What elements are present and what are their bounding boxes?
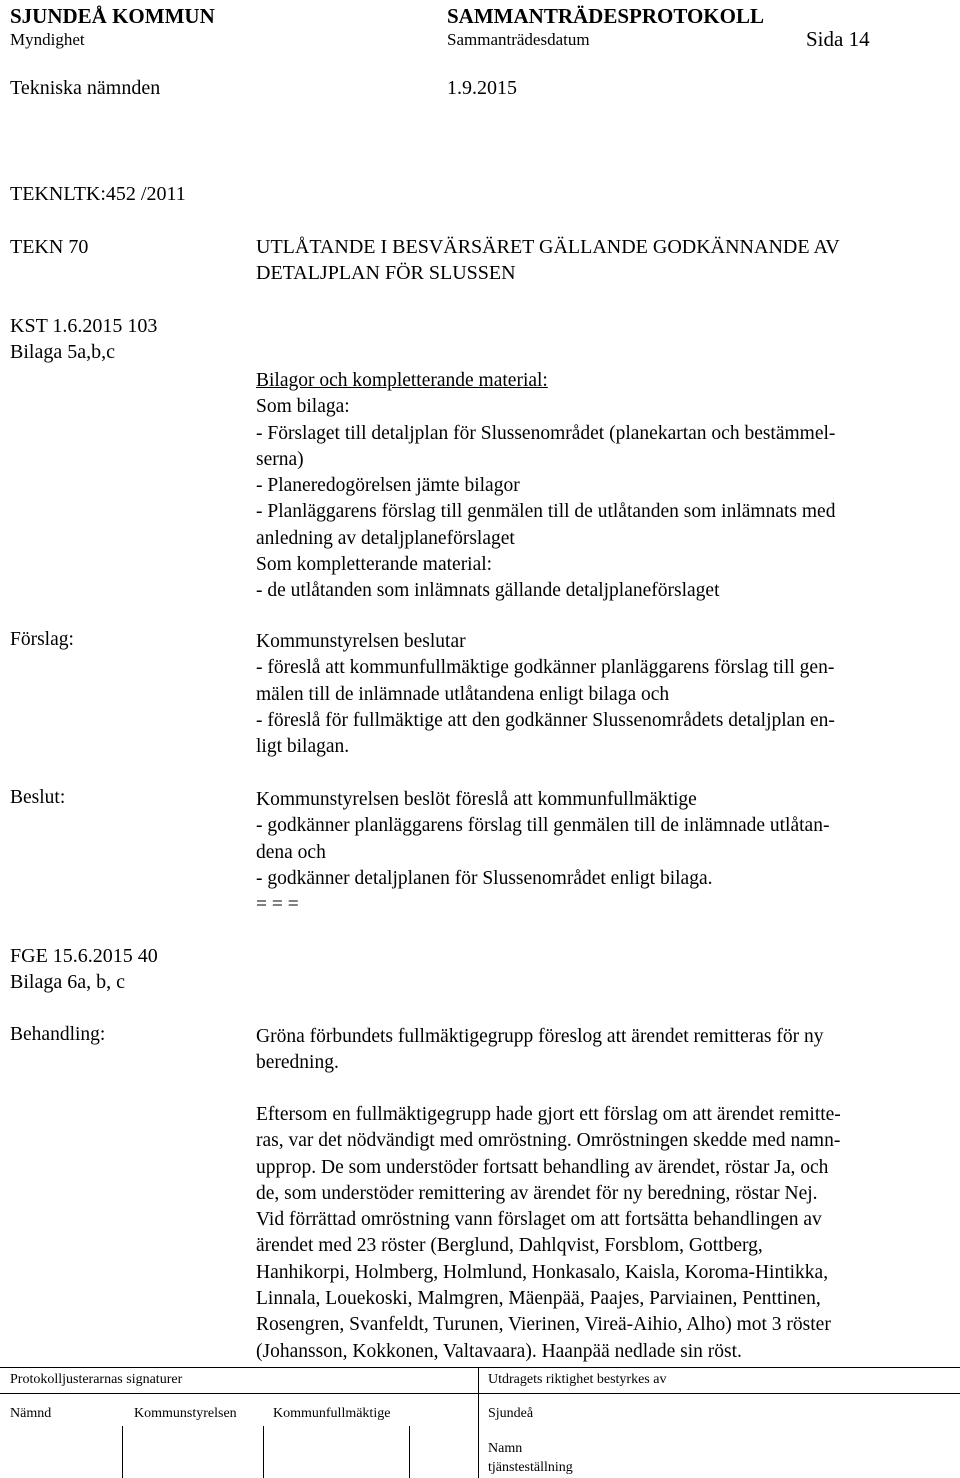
tekn-reference: TEKN 70: [10, 236, 89, 258]
materials-line: - Planläggarens förslag till genmälen till de utlåtanden som inlämnats med: [256, 501, 836, 523]
proposal-line: Kommunstyrelsen beslutar: [256, 631, 466, 652]
proposal-line: mälen till de inlämnade utlåtandena enligt bilaga och: [256, 683, 670, 705]
decision-line: - godkänner detaljplanen för Slussenområdet enligt bilaga.: [256, 867, 713, 889]
footer-col-divider: [263, 1426, 264, 1478]
materials-section: [256, 368, 835, 605]
materials-heading: Bilagor och kompletterande material:: [256, 370, 548, 391]
footer-col-divider: [122, 1426, 123, 1478]
authority-name: Tekniska nämnden: [10, 77, 161, 99]
decision-line: dena och: [256, 841, 326, 863]
materials-line: Som bilaga:: [256, 396, 350, 418]
treatment-line: Hanhikorpi, Holmberg, Holmlund, Honkasalo, Kaisla, Koroma-Hintikka,: [256, 1261, 829, 1283]
signature-col-executive: Kommunstyrelsen: [134, 1406, 237, 1421]
decision-line: = = =: [256, 894, 299, 916]
fge-attachment: Bilaga 6a, b, c: [10, 971, 125, 993]
municipality-name: SJUNDEÅ KOMMUN: [10, 4, 215, 28]
materials-line: - Förslaget till detaljplan för Slussenområdet (planekartan och bestämmel-: [256, 422, 836, 444]
treatment-line: Gröna förbundets fullmäktigegrupp föreslog att ärendet remitteras för ny: [256, 1026, 824, 1047]
materials-line: - Planeredogörelsen jämte bilagor: [256, 475, 520, 497]
page-number: Sida 14: [806, 27, 870, 51]
extract-place: Sjundeå: [488, 1406, 534, 1421]
fge-reference: FGE 15.6.2015 40: [10, 945, 158, 967]
case-title-line-2: DETALJPLAN FÖR SLUSSEN: [256, 262, 516, 284]
materials-line: anledning av detaljplaneförslaget: [256, 527, 515, 549]
materials-line: serna): [256, 448, 304, 470]
proposal-line: - föreslå för fullmäktige att den godkänner Slussenområdets detaljplan en-: [256, 709, 835, 731]
signatures-label: Protokolljusterarnas signaturer: [10, 1372, 183, 1387]
meeting-date: 1.9.2015: [447, 77, 517, 99]
footer-mid-rule: [0, 1393, 960, 1394]
treatment-line: Linnala, Louekoski, Malmgren, Mäenpää, Paajes, Parviainen, Penttinen,: [256, 1288, 821, 1310]
materials-line: - de utlåtanden som inlämnats gällande detaljplaneförslaget: [256, 580, 720, 602]
materials-line: Som kompletterande material:: [256, 554, 493, 576]
decision-label: Beslut:: [10, 787, 66, 808]
treatment-line: Eftersom en fullmäktigegrupp hade gjort ett förslag om att ärendet remitte-: [256, 1104, 841, 1125]
proposal-label: Förslag:: [10, 629, 74, 650]
treatment-line: (Johansson, Kokkonen, Valtavaara). Haanpää nedlade sin röst.: [256, 1340, 742, 1362]
treatment-label: Behandling:: [10, 1024, 106, 1045]
extract-name-label: Namn: [488, 1441, 523, 1456]
treatment-line: Rosengren, Svanfeldt, Turunen, Vierinen, Vireä-Aihio, Alho) mot 3 röster: [256, 1314, 831, 1336]
signature-col-council: Kommunfullmäktige: [273, 1406, 391, 1421]
signature-col-board: Nämnd: [10, 1406, 52, 1421]
authority-label: Myndighet: [10, 30, 85, 49]
decision-line: - godkänner planläggarens förslag till genmälen till de inlämnade utlåtan-: [256, 815, 830, 837]
treatment-line: upprop. De som understöder fortsatt behandling av ärendet, röstar Ja, och: [256, 1156, 829, 1178]
footer-col-divider: [409, 1426, 410, 1478]
proposal-line: ligt bilagan.: [256, 736, 350, 758]
footer-top-rule: [0, 1367, 960, 1368]
extract-label: Utdragets riktighet bestyrkes av: [488, 1372, 667, 1387]
treatment-line: Vid förrättad omröstning vann förslaget om att fortsätta behandlingen av: [256, 1209, 822, 1231]
treatment-paragraph-2: [256, 1102, 841, 1365]
decision-section: [256, 787, 829, 918]
protocol-title: SAMMANTRÄDESPROTOKOLL: [447, 4, 764, 28]
treatment-line: ärendet med 23 röster (Berglund, Dahlqvist, Forsblom, Gottberg,: [256, 1235, 763, 1257]
case-title-line-1: UTLÅTANDE I BESVÄRSÄRET GÄLLANDE GODKÄNNANDE AV: [256, 236, 840, 258]
date-label: Sammanträdesdatum: [447, 30, 590, 49]
decision-line: Kommunstyrelsen beslöt föreslå att kommunfullmäktige: [256, 789, 697, 810]
proposal-section: [256, 629, 835, 760]
treatment-line: beredning.: [256, 1052, 339, 1074]
treatment-line: de, som understöder remittering av ärendet för ny beredning, röstar Nej.: [256, 1182, 818, 1204]
proposal-line: - föreslå att kommunfullmäktige godkänner planläggarens förslag till gen-: [256, 657, 835, 679]
case-reference: TEKNLTK:452 /2011: [10, 183, 186, 205]
treatment-paragraph-1: [256, 1024, 823, 1077]
treatment-line: ras, var det nödvändigt med omröstning. Omröstningen skedde med namn-: [256, 1130, 841, 1152]
kst-reference: KST 1.6.2015 103: [10, 315, 158, 337]
extract-role-label: tjänsteställning: [488, 1460, 573, 1475]
kst-attachment: Bilaga 5a,b,c: [10, 341, 115, 363]
footer-divider: [478, 1367, 479, 1478]
